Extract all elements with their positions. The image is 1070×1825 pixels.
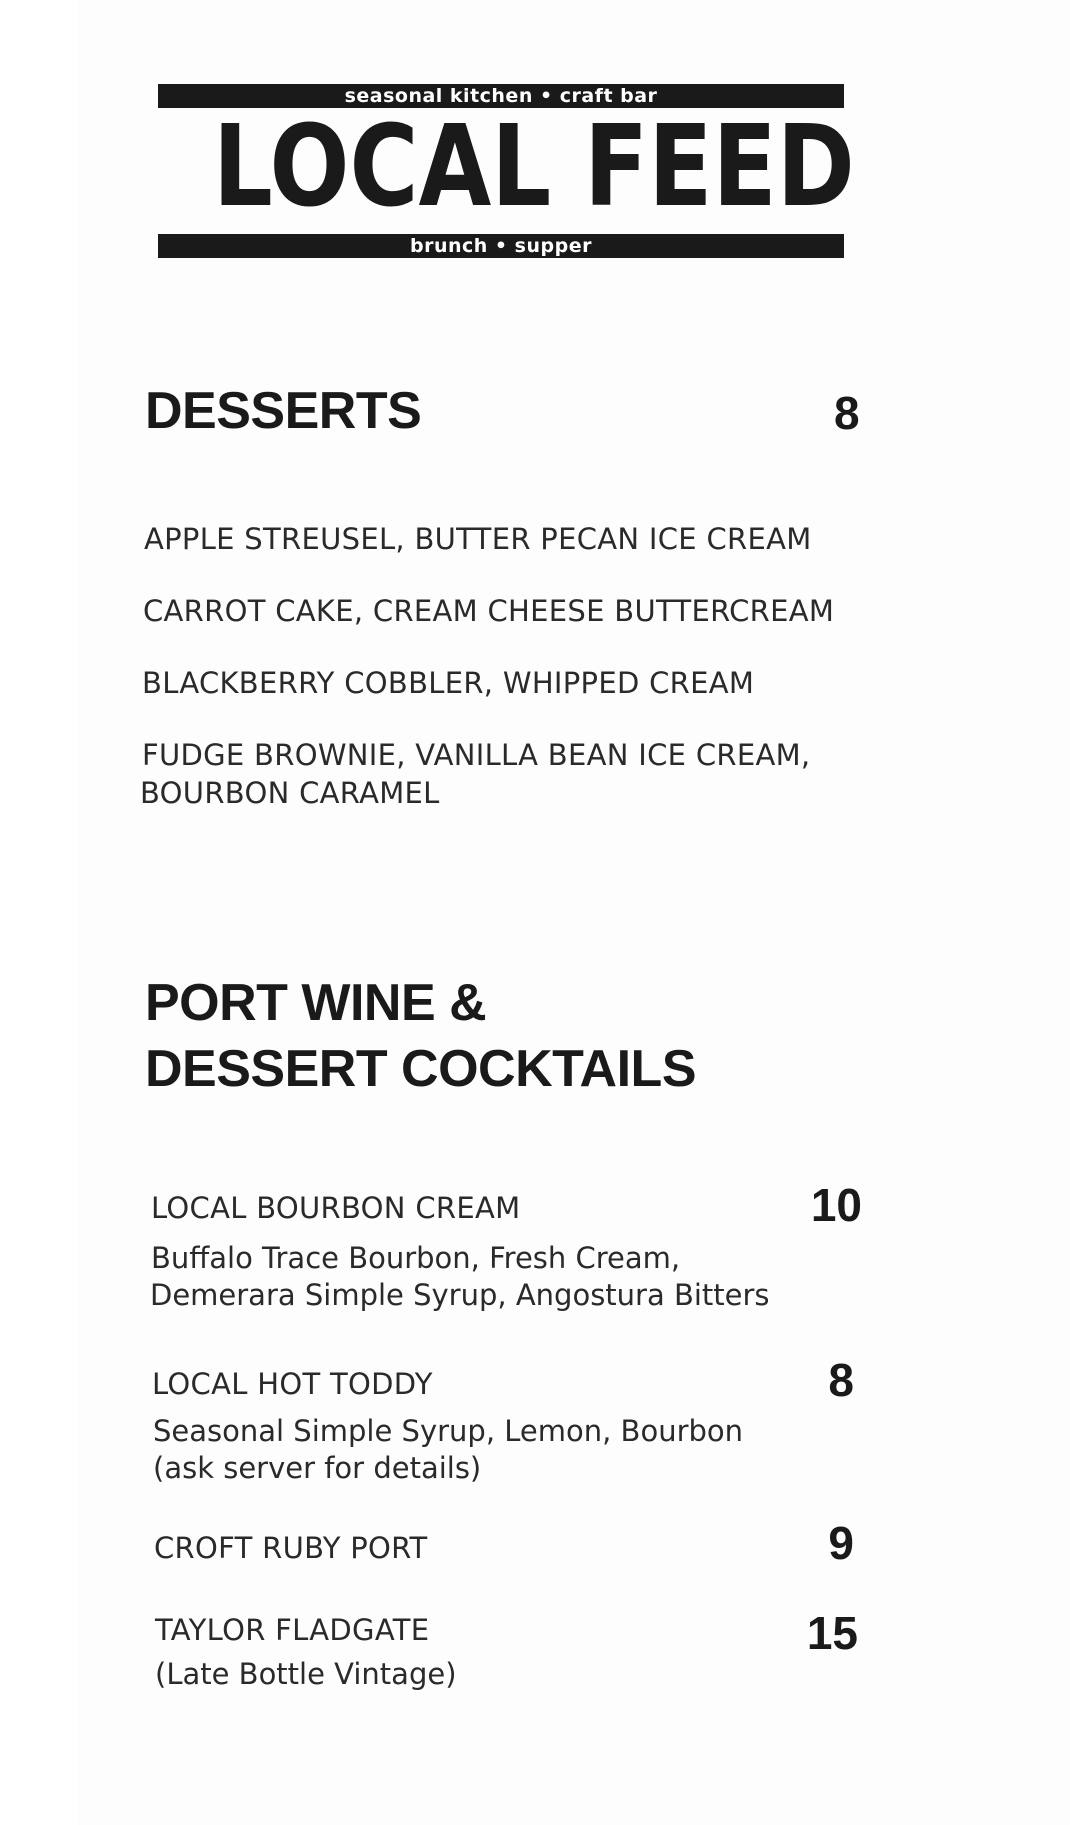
drink-price: 9: [828, 1517, 854, 1569]
drink-description: (Late Bottle Vintage): [155, 1657, 457, 1691]
drink-description: (ask server for details): [153, 1451, 482, 1485]
drink-price: 10: [810, 1179, 862, 1231]
drink-name: LOCAL BOURBON CREAM: [151, 1191, 521, 1225]
drink-description: Buffalo Trace Bourbon, Fresh Cream,: [151, 1241, 681, 1275]
port-heading-line2: DESSERT COCKTAILS: [145, 1040, 697, 1098]
drink-name: TAYLOR FLADGATE: [155, 1613, 430, 1647]
drink-name: CROFT RUBY PORT: [154, 1531, 428, 1565]
dessert-item: BLACKBERRY COBBLER, WHIPPED CREAM: [142, 666, 755, 700]
logo-tagline-top: seasonal kitchen • craft bar: [158, 84, 844, 108]
drink-description: Seasonal Simple Syrup, Lemon, Bourbon: [153, 1414, 744, 1448]
logo-tagline-bottom: brunch • supper: [158, 234, 844, 258]
drink-description: Demerara Simple Syrup, Angostura Bitters: [150, 1278, 770, 1312]
logo: [158, 84, 855, 262]
logo-title: LOCAL FEED: [212, 102, 855, 232]
dessert-item: APPLE STREUSEL, BUTTER PECAN ICE CREAM: [144, 522, 812, 556]
dessert-item: BOURBON CARAMEL: [140, 776, 440, 810]
desserts-heading: DESSERTS: [145, 382, 422, 440]
dessert-item: CARROT CAKE, CREAM CHEESE BUTTERCREAM: [143, 594, 835, 628]
drink-price: 8: [828, 1354, 854, 1406]
dessert-item: FUDGE BROWNIE, VANILLA BEAN ICE CREAM,: [142, 738, 811, 772]
drink-price: 15: [806, 1607, 858, 1659]
port-heading-line1: PORT WINE &: [145, 974, 487, 1032]
desserts-price: 8: [834, 387, 860, 439]
drink-name: LOCAL HOT TODDY: [152, 1367, 433, 1401]
